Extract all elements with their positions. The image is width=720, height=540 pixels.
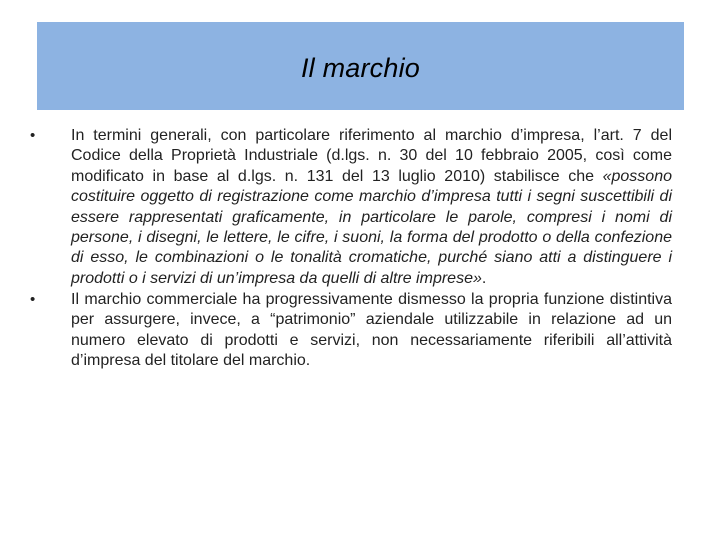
bullet-item-1 — [30, 126, 672, 289]
bullet-marker: • — [30, 127, 36, 144]
slide-title: Il marchio — [300, 52, 421, 83]
bullet-text-quote: «possono costituire oggetto di registrazione come marchio d’impresa tutti i segni suscettibili di essere rappresentati graficamente, in particolare le parole, compresi i nomi di persone, i disegni, le lettere, le cifre, i suoni, la forma del prodotto o della confezione di esso, le combinazioni o le tonalità cromatiche, purché siano atti a distinguere i prodotti o i servizi di un’impresa da quelli di altre imprese» — [71, 167, 672, 287]
bullet-item-2 — [30, 290, 672, 372]
bullet-text-end: . — [481, 269, 487, 287]
title-band — [37, 22, 684, 110]
bullet-text-plain: In termini generali, con particolare riferimento al marchio d’impresa, l’art. 7 del Codice della Proprietà Industriale (d.lgs. n. 30 del 10 febbraio 2005, così come modificato in base al d.lgs. n. 131 del 13 luglio 2010) stabilisce che — [71, 127, 672, 185]
bullet-marker: • — [30, 290, 36, 308]
bullet-text-plain: Il marchio commerciale ha progressivamente dismesso la propria funzione distintiva per assurgere, invece, a “patrimonio” aziendale utilizzabile in relazione ad un numero elevato di prodotti e servizi, non necessariamente riferibili all’attività d’impresa del titolare del marchio. — [71, 290, 672, 369]
slide-content — [30, 126, 672, 526]
